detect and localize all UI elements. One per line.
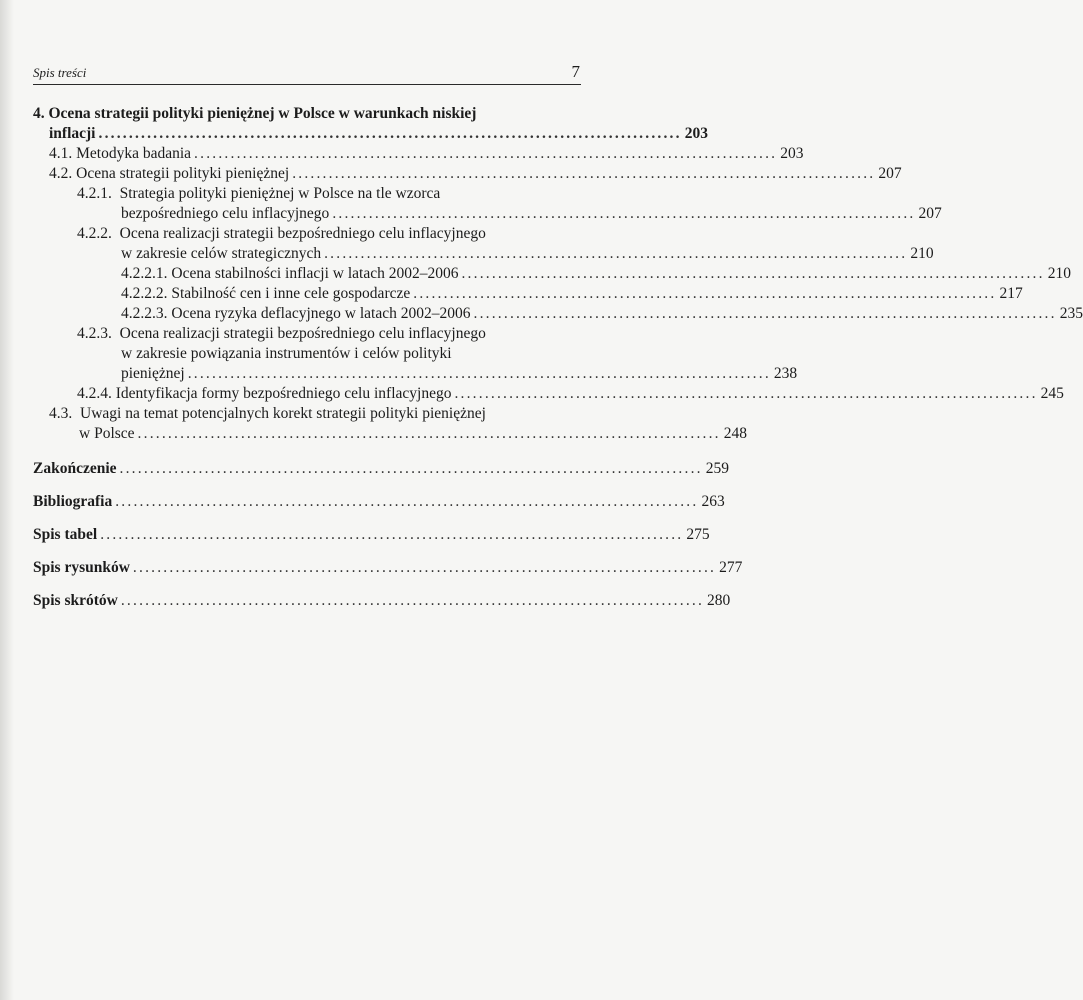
toc-page-number: 203 [684, 125, 708, 142]
running-header [33, 62, 581, 85]
toc-entry-title-line-1: Uwagi na temat potencjalnych korekt strategii polityki pieniężnej [80, 405, 486, 422]
leader-dots: ................................................................................................ [324, 245, 908, 262]
toc-page-number: 263 [701, 493, 725, 510]
leader-dots: ................................................................................................ [137, 425, 721, 442]
toc-page-number: 245 [1040, 385, 1064, 402]
toc-back-matter-spis-skrotow[interactable] [33, 591, 731, 611]
toc-page-number: 217 [999, 285, 1023, 302]
leader-dots: ................................................................................................ [120, 592, 705, 609]
toc-entry-number: 4.1. [49, 145, 73, 162]
toc-page-number: 238 [773, 365, 798, 382]
toc-page-number: 248 [723, 425, 747, 442]
toc-back-matter-bibliografia[interactable] [33, 492, 725, 512]
chapter-title-line-2: inflacji [49, 125, 96, 142]
toc-entry-number: 4.2.2.3. [121, 305, 168, 322]
toc-page-number: 235 [1059, 305, 1083, 322]
toc-entry-title: Stabilność cen i inne cele gospodarcze [171, 285, 411, 302]
toc-entry-title-line-2: w zakresie celów strategicznych [121, 245, 322, 262]
toc-entry-title: Ocena stabilności inflacji w latach 2002–2006 [171, 265, 459, 282]
leader-dots: ................................................................................................ [454, 385, 1038, 402]
chapter-title-line-1: 4. Ocena strategii polityki pieniężnej w Polsce w warunkach niskiej [33, 105, 477, 122]
toc-entry-4-2-2-1[interactable] [33, 264, 1071, 284]
toc-entry-4-2-4[interactable] [33, 384, 1064, 404]
toc-entry-title-line-1: Strategia polityki pieniężnej w Polsce na tle wzorca [119, 185, 441, 202]
table-of-contents [33, 104, 1083, 611]
leader-dots: ................................................................................................ [119, 460, 703, 477]
toc-entry-title-line-3: pieniężnej [121, 365, 185, 382]
toc-entry-title: Ocena ryzyka deflacyjnego w latach 2002–2006 [171, 305, 471, 322]
toc-entry-number: 4.2.2. [77, 225, 112, 242]
toc-entry-title: Ocena strategii polityki pieniężnej [76, 165, 290, 182]
leader-dots: ................................................................................................ [115, 493, 699, 510]
toc-entry-number: 4.2.3. [77, 325, 112, 342]
toc-entry-title: Spis skrótów [33, 592, 118, 609]
toc-page-number: 280 [707, 592, 731, 609]
toc-entry-title: Metodyka badania [76, 145, 192, 162]
leader-dots: ................................................................................................ [413, 285, 997, 302]
toc-entry-title-line-1: Ocena realizacji strategii bezpośredniego celu inflacyjnego [119, 325, 486, 342]
toc-page-number: 207 [918, 205, 942, 222]
toc-page-number: 275 [686, 526, 710, 543]
toc-entry-number: 4.2.2.1. [121, 265, 168, 282]
toc-back-matter-zakonczenie[interactable] [33, 459, 729, 479]
leader-dots: ................................................................................................ [473, 305, 1057, 322]
toc-page-number: 259 [705, 460, 729, 477]
toc-entry-number: 4.2.4. [77, 385, 112, 402]
toc-page-number: 210 [910, 245, 934, 262]
toc-page-number: 277 [719, 559, 743, 576]
toc-entry-4-2-2-2[interactable] [33, 284, 1023, 304]
toc-entry-number: 4.3. [49, 405, 73, 422]
page-edge-shadow [0, 0, 14, 1000]
leader-dots: ................................................................................................ [187, 365, 771, 382]
toc-entry-number: 4.2.1. [77, 185, 112, 202]
toc-entry-4-2-1[interactable] [33, 184, 942, 224]
toc-chapter-4[interactable] [33, 104, 708, 144]
toc-entry-4-2-3[interactable] [33, 324, 798, 384]
leader-dots: ................................................................................................ [292, 165, 876, 182]
page-number: 7 [571, 62, 580, 81]
leader-dots: ................................................................................................ [194, 145, 778, 162]
toc-entry-title-line-2: bezpośredniego celu inflacyjnego [121, 205, 330, 222]
toc-entry-title: Bibliografia [33, 493, 113, 510]
toc-entry-4-1[interactable] [33, 144, 804, 164]
leader-dots: ................................................................................................ [332, 205, 916, 222]
toc-entry-title-line-1: Ocena realizacji strategii bezpośredniego celu inflacyjnego [119, 225, 486, 242]
leader-dots: ................................................................................................ [461, 265, 1045, 282]
toc-entry-title-line-2: w zakresie powiązania instrumentów i celów polityki [121, 345, 452, 362]
toc-entry-4-2-2[interactable] [33, 224, 934, 264]
toc-entry-title-line-2: w Polsce [79, 425, 135, 442]
leader-dots: ................................................................................................ [100, 526, 684, 543]
toc-entry-number: 4.2. [49, 165, 73, 182]
leader-dots: ................................................................................................ [98, 125, 682, 142]
toc-entry-4-3[interactable] [33, 404, 747, 444]
toc-entry-title: Spis rysunków [33, 559, 130, 576]
toc-page-number: 207 [878, 165, 902, 182]
toc-entry-4-2[interactable] [33, 164, 902, 184]
leader-dots: ................................................................................................ [132, 559, 717, 576]
toc-entry-title: Spis tabel [33, 526, 98, 543]
toc-entry-title: Zakończenie [33, 460, 117, 477]
toc-back-matter-spis-rysunkow[interactable] [33, 558, 743, 578]
toc-entry-4-2-2-3[interactable] [33, 304, 1083, 324]
toc-back-matter-spis-tabel[interactable] [33, 525, 710, 545]
running-header-title: Spis treści [33, 65, 87, 80]
toc-entry-title: Identyfikacja formy bezpośredniego celu inflacyjnego [115, 385, 452, 402]
toc-page-number: 210 [1047, 265, 1071, 282]
toc-entry-number: 4.2.2.2. [121, 285, 168, 302]
toc-page-number: 203 [780, 145, 804, 162]
